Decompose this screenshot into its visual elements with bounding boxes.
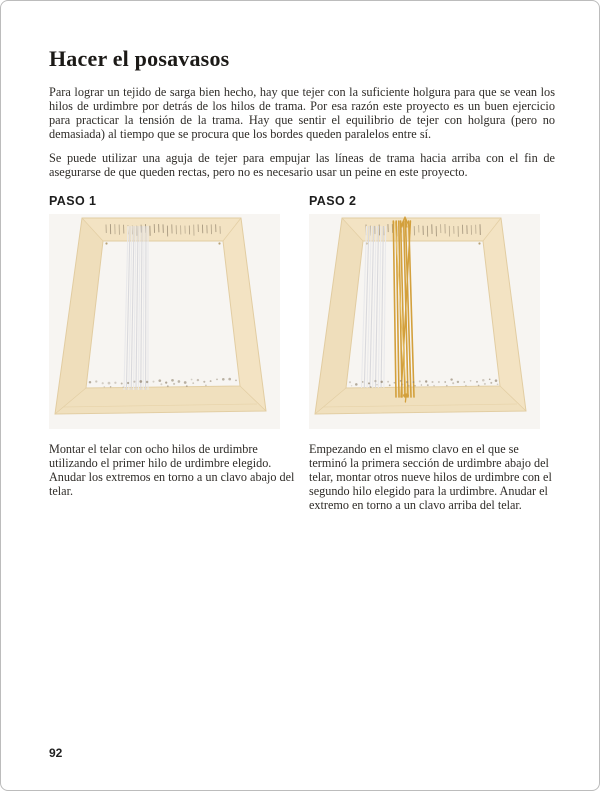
notch-speck	[463, 381, 465, 383]
notch-speck	[355, 383, 358, 386]
notch-speck	[133, 381, 135, 383]
notch-speck	[394, 382, 396, 384]
notch-speck	[110, 386, 112, 388]
notch-speck	[89, 381, 91, 383]
notch-speck	[431, 381, 433, 383]
notch-speck	[158, 379, 161, 382]
notch-speck	[171, 379, 174, 382]
notch-speck	[173, 383, 175, 385]
page-content	[1, 1, 599, 512]
notch-speck	[444, 381, 446, 383]
notch-speck	[408, 385, 410, 387]
notch-speck	[351, 385, 352, 386]
notch-speck	[146, 381, 148, 383]
notch-speck	[368, 382, 370, 384]
nail-dot	[478, 242, 480, 244]
notch-speck	[401, 384, 403, 386]
notch-speck	[349, 381, 351, 383]
notch-speck	[374, 380, 376, 382]
frame-bottom-shade	[55, 386, 266, 414]
notch-speck	[160, 383, 162, 385]
notch-speck	[389, 384, 391, 386]
notch-speck	[413, 381, 415, 383]
notch-speck	[419, 380, 421, 382]
notch-speck	[114, 382, 116, 384]
notch-speck	[216, 379, 218, 381]
notch-speck	[433, 385, 435, 387]
intro-paragraph-1: Para lograr un tejido de sarga bien hecho, hay que tejer con la suficiente holgura para que se vean los hilos de urdimbre por detrás de los hilos de trama. Por esa razón este proyecto es un buen ejercicio para practicar la tensión de la trama. Hay que sentir el equilibrio de tejer con holgura (pero no demasiada) al tiempo que se procura que los bordes queden paralelos entre sí.	[49, 85, 555, 141]
notch-speck	[228, 378, 231, 381]
notch-speck	[184, 381, 187, 384]
notch-speck	[438, 381, 440, 383]
notch-speck	[490, 382, 492, 384]
notch-speck	[446, 385, 448, 387]
step-1-label: PASO 1	[49, 194, 97, 208]
notch-speck	[165, 381, 167, 383]
notch-speck	[370, 386, 372, 388]
notch-speck	[362, 381, 364, 383]
page-title: Hacer el posavasos	[49, 46, 230, 71]
notch-speck	[421, 384, 423, 386]
notch-speck	[192, 382, 194, 384]
nail-dot	[105, 242, 107, 244]
notch-speck	[205, 384, 207, 386]
notch-speck	[406, 381, 408, 383]
intro-paragraph-2: Se puede utilizar una aguja de tejer para empujar las líneas de trama hacia arriba con el fin de asegurarse de que queden rectas, pero no es necesario usar un peine en este proyecto.	[49, 151, 555, 179]
step-2-label: PASO 2	[309, 194, 357, 208]
notch-speck	[121, 383, 123, 385]
step-1-caption: Montar el telar con ocho hilos de urdimbre utilizando el primer hilo de urdimbre elegido. Anudar los extremos en torno a un clavo abajo del telar.	[49, 442, 295, 498]
notch-speck	[452, 382, 454, 384]
step-1	[49, 194, 295, 512]
notch-speck	[450, 378, 452, 380]
notch-speck	[497, 383, 499, 385]
notch-speck	[178, 380, 181, 383]
notch-speck	[470, 380, 472, 382]
notch-speck	[495, 379, 498, 382]
notch-speck	[465, 385, 467, 387]
step-2-caption: Empezando en el mismo clavo en el que se terminó la primera sección de urdimbre abajo del telar, montar otros nueve hilos de urdimbre con el segundo hilo elegido para la urdimbre. Anudar el extremo en torno a un clavo arriba del telar.	[309, 442, 552, 512]
notch-speck	[414, 385, 416, 387]
frame-bottom-shade	[315, 386, 526, 414]
page-number: 92	[49, 746, 63, 760]
nail-dot	[218, 242, 220, 244]
notch-speck	[122, 386, 124, 388]
notch-speck	[104, 386, 106, 388]
notch-speck	[186, 385, 188, 387]
notch-speck	[102, 382, 104, 384]
notch-speck	[210, 380, 212, 382]
notch-speck	[203, 381, 205, 383]
notch-speck	[400, 380, 402, 382]
notch-speck	[425, 380, 427, 382]
notch-speck	[489, 378, 491, 380]
notch-speck	[478, 385, 480, 387]
notch-speck	[476, 381, 478, 383]
notch-speck	[387, 381, 389, 383]
notch-speck	[482, 379, 485, 382]
notch-speck	[95, 380, 97, 382]
notch-speck	[197, 379, 199, 381]
notch-speck	[427, 384, 429, 386]
photo-loom-step-2	[309, 214, 540, 429]
notch-speck	[191, 379, 193, 381]
notch-speck	[139, 380, 142, 383]
notch-speck	[457, 381, 459, 383]
steps-row	[49, 194, 555, 512]
notch-speck	[222, 378, 225, 381]
notch-speck	[108, 382, 111, 385]
notch-speck	[376, 384, 377, 385]
step-2	[309, 194, 552, 512]
notch-speck	[167, 385, 169, 387]
photo-loom-step-1	[49, 214, 280, 429]
notch-speck	[380, 381, 382, 383]
notch-speck	[127, 382, 129, 384]
notch-speck	[153, 381, 155, 383]
notch-speck	[235, 380, 237, 382]
notch-speck	[484, 383, 486, 385]
